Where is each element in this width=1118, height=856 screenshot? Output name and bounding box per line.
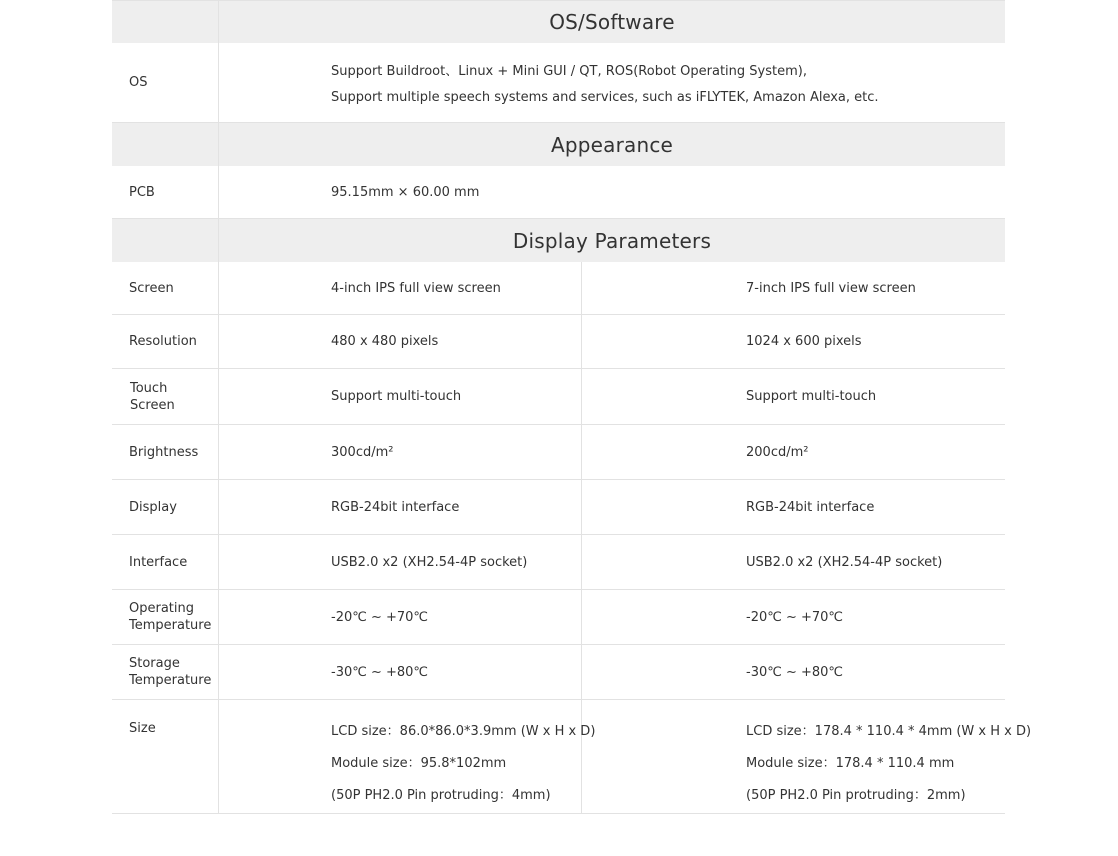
row-value <box>219 43 1005 122</box>
row-value-7inch: 200cd/m² <box>746 444 809 460</box>
row-value-7inch: USB2.0 x2 (XH2.54-4P socket) <box>746 554 943 570</box>
row-value-4inch: 4-inch IPS full view screen <box>219 262 582 314</box>
row-value-4inch: USB2.0 x2 (XH2.54-4P socket) <box>219 535 582 589</box>
row-value-4inch: Support multi-touch <box>219 369 582 424</box>
section-header-display-parameters <box>112 219 1005 262</box>
row-label: Screen <box>112 262 219 314</box>
row-value-4inch: 300cd/m² <box>219 425 582 479</box>
value-line: LCD size：86.0*86.0*3.9mm (W x H x D) <box>331 724 596 739</box>
section-title: Appearance <box>550 132 674 157</box>
spec-row-operating-temperature <box>112 590 1005 645</box>
row-label: Display <box>112 480 219 534</box>
row-value-4inch: RGB-24bit interface <box>219 480 582 534</box>
section-title: Display Parameters <box>512 228 712 253</box>
row-value-7inch <box>582 700 1032 813</box>
section-header-os-software <box>112 0 1005 43</box>
spec-row-os <box>112 43 1005 123</box>
spec-row-storage-temperature <box>112 645 1005 700</box>
row-label <box>112 590 219 644</box>
row-label: PCB <box>112 166 219 218</box>
row-value-4inch: 480 x 480 pixels <box>219 315 582 368</box>
row-value-4inch: -20℃ ~ +70℃ <box>219 590 582 644</box>
row-label: Resolution <box>112 315 219 368</box>
value-line: (50P PH2.0 Pin protruding：2mm) <box>746 788 966 803</box>
value-line: Module size：178.4 * 110.4 mm <box>746 756 955 771</box>
row-label <box>112 369 219 424</box>
section-header-appearance <box>112 123 1005 166</box>
value-line: Support multiple speech systems and services, such as iFLYTEK, Amazon Alexa, etc. <box>331 90 879 105</box>
row-label-line: Operating <box>129 601 194 616</box>
spec-row-screen <box>112 262 1005 315</box>
value-line: LCD size：178.4 * 110.4 * 4mm (W x H x D) <box>746 724 1032 739</box>
row-label: Interface <box>112 535 219 589</box>
row-value-7inch: 1024 x 600 pixels <box>746 334 862 349</box>
row-value-7inch: -20℃ ~ +70℃ <box>746 609 844 625</box>
spec-row-brightness <box>112 425 1005 480</box>
row-value: 95.15mm × 60.00 mm <box>331 184 480 200</box>
section-title: OS/Software <box>549 10 675 34</box>
row-value-7inch: -30℃ ~ +80℃ <box>746 664 844 680</box>
value-line: Module size：95.8*102mm <box>331 756 507 771</box>
row-value-4inch: -30℃ ~ +80℃ <box>219 645 582 699</box>
row-value-7inch: RGB-24bit interface <box>746 499 875 515</box>
row-value-7inch: Support multi-touch <box>746 389 877 404</box>
row-label: Brightness <box>112 425 219 479</box>
row-label-line: Touch <box>130 380 168 396</box>
spec-table <box>112 0 1032 814</box>
row-label <box>112 645 219 699</box>
value-line: (50P PH2.0 Pin protruding：4mm) <box>331 788 551 803</box>
value-line: Support Buildroot、Linux + Mini GUI / QT, ROS(Robot Operating System), <box>331 64 807 79</box>
spec-row-resolution <box>112 315 1005 369</box>
row-label-line: Screen <box>130 397 175 413</box>
spec-row-touch-screen <box>112 369 1005 425</box>
row-label-line: Temperature <box>129 618 212 633</box>
row-value-7inch: 7-inch IPS full view screen <box>746 280 916 296</box>
row-label-line: Storage <box>129 656 180 671</box>
row-label: OS <box>112 43 219 122</box>
row-value-4inch <box>219 700 596 813</box>
row-label-line: Temperature <box>129 673 212 688</box>
spec-row-display <box>112 480 1005 535</box>
spec-row-size <box>112 700 1032 814</box>
row-label: Size <box>112 700 219 813</box>
spec-row-pcb <box>112 166 1005 219</box>
spec-row-interface <box>112 535 1005 590</box>
